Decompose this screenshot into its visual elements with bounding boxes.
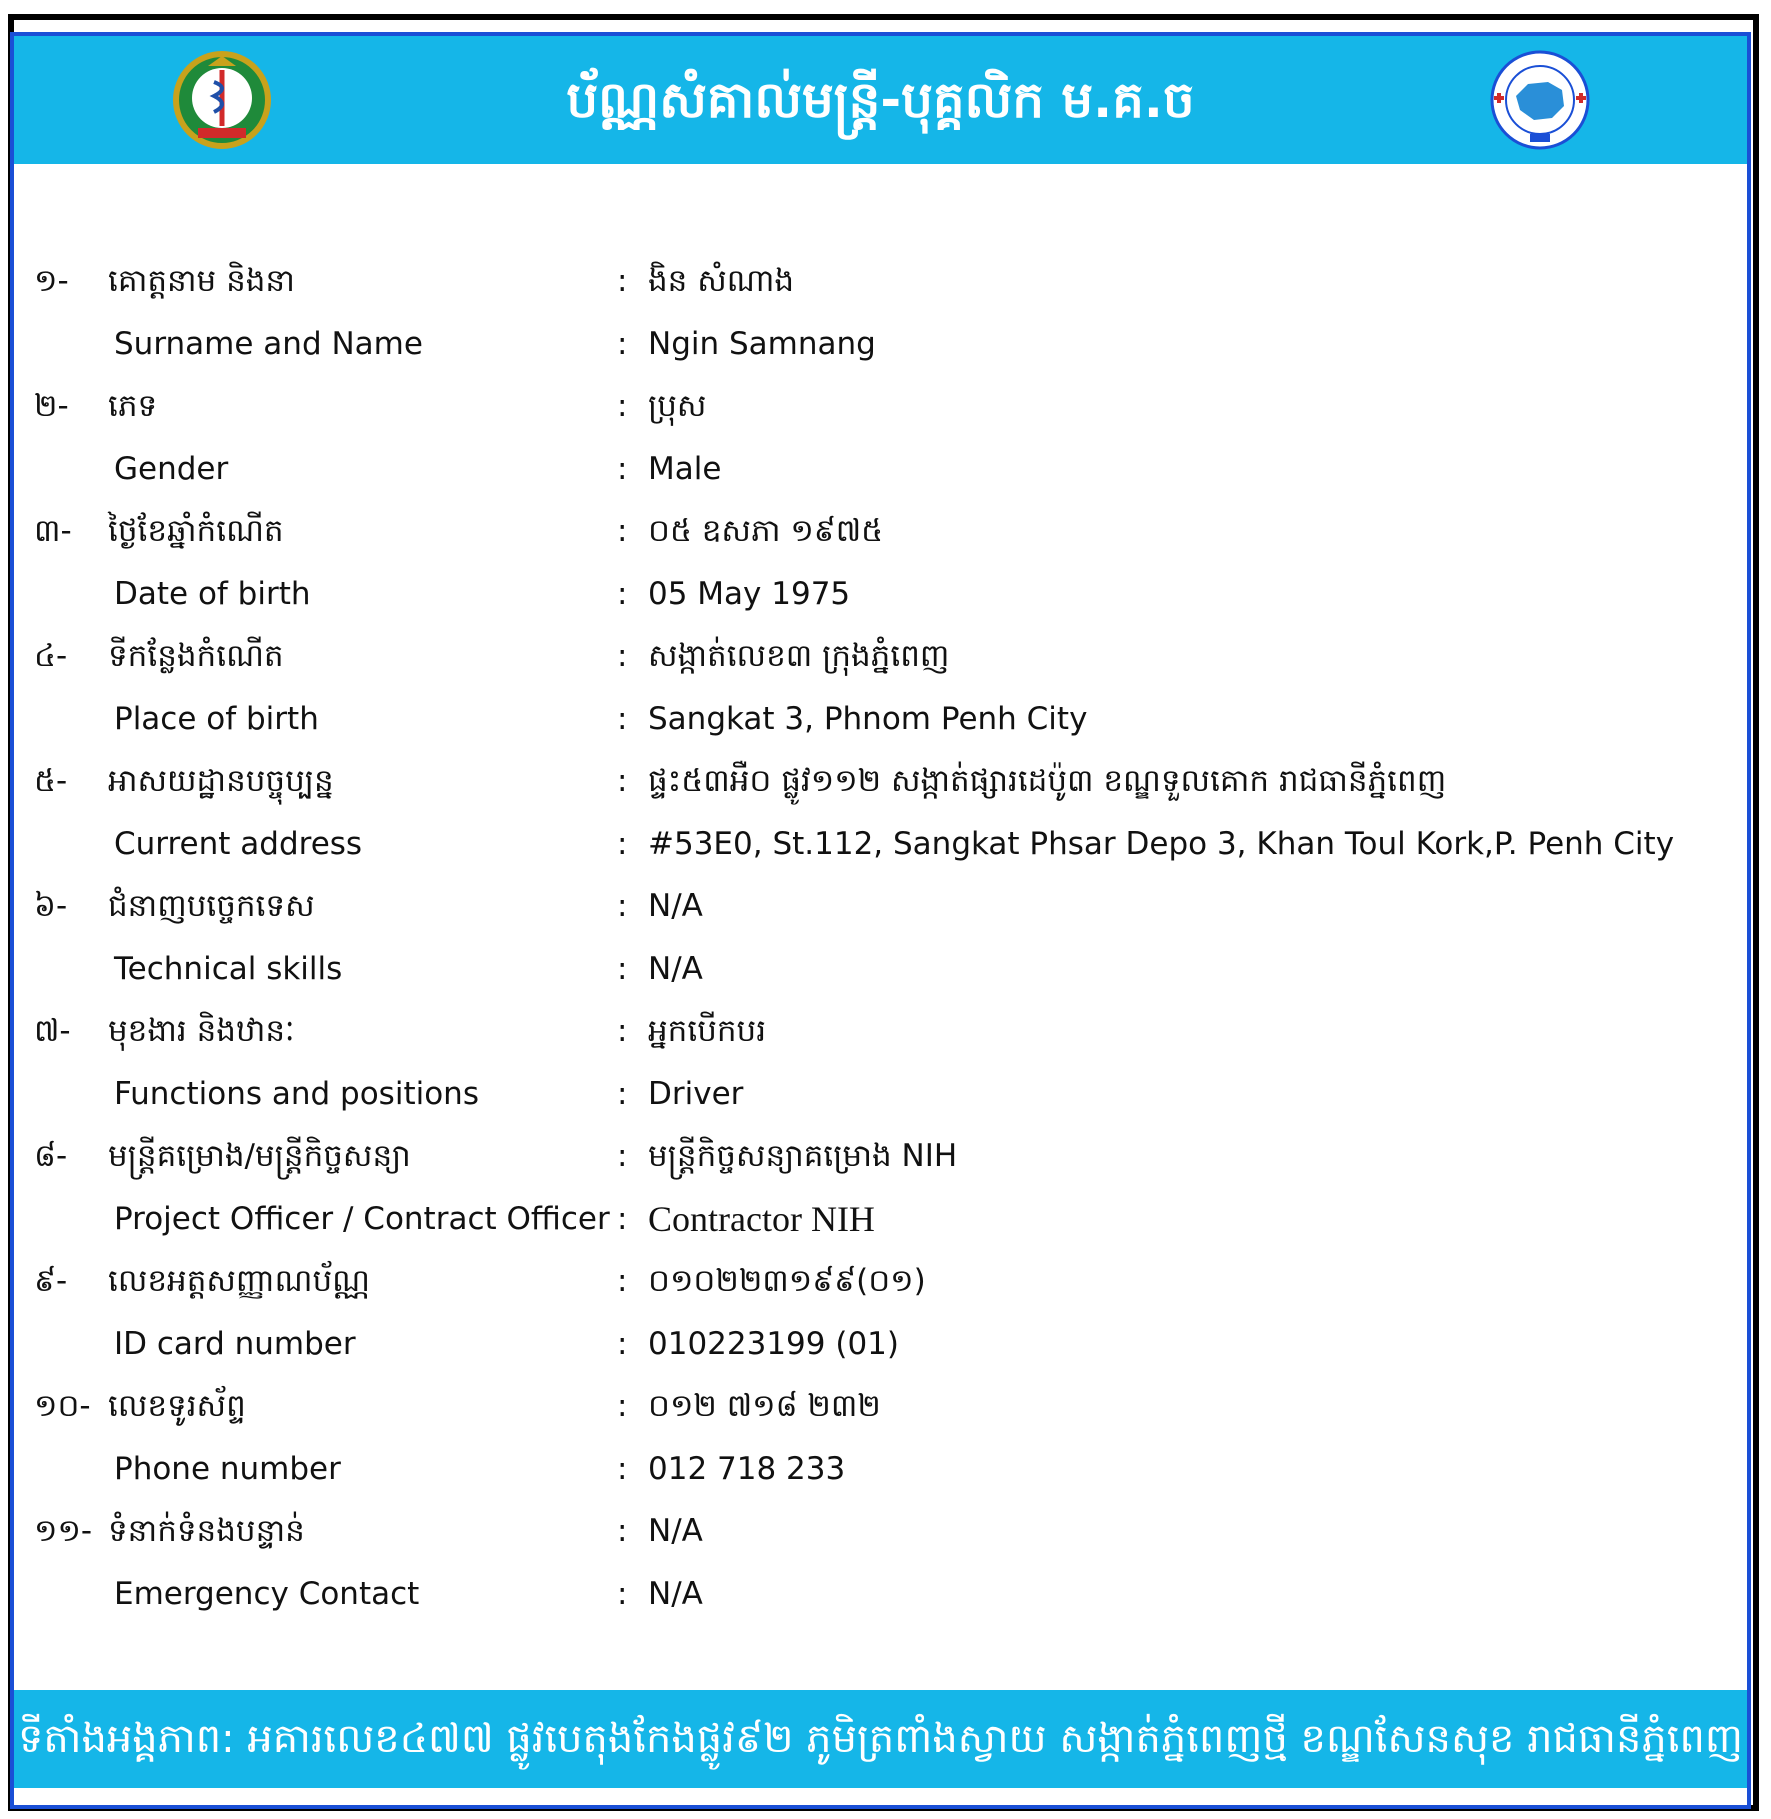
- item-number: ៣-: [34, 513, 72, 549]
- field-label: ភេទ: [108, 388, 158, 424]
- field-value: N/A: [648, 888, 703, 924]
- field-value: N/A: [648, 1575, 703, 1612]
- colon: :: [617, 388, 628, 424]
- list-item: [0, 1375, 1771, 1438]
- list-item: [0, 1500, 1771, 1563]
- header-title: ប័ណ្ណសំគាល់មន្ត្រី-បុគ្គលិក ម.គ.ច: [566, 71, 1195, 129]
- colon: :: [617, 325, 628, 362]
- field-label: គោត្តនាម និងនា: [108, 263, 295, 299]
- field-label: Place of birth: [114, 700, 319, 737]
- field-value: ០៥ ឧសភា ១៩៧៥: [648, 513, 884, 549]
- list-item: [0, 563, 1771, 626]
- field-label: លេខទូរស័ព្ទ: [108, 1388, 246, 1424]
- item-number: ៨-: [34, 1138, 68, 1174]
- list-item: [0, 1563, 1771, 1626]
- colon: :: [617, 1200, 628, 1237]
- list-item: [0, 1438, 1771, 1501]
- cambodia-map-seal-icon: [1488, 48, 1592, 152]
- field-value: 05 May 1975: [648, 575, 851, 612]
- field-value: Driver: [648, 1075, 744, 1112]
- colon: :: [617, 1013, 628, 1049]
- colon: :: [617, 513, 628, 549]
- field-value: ០១២ ៧១៨ ២៣២: [648, 1388, 881, 1424]
- footer-banner: [14, 1690, 1747, 1788]
- field-label: មុខងារ និងឋានៈ: [108, 1013, 295, 1049]
- colon: :: [617, 700, 628, 737]
- field-label: Functions and positions: [114, 1075, 479, 1112]
- item-number: ៥-: [34, 763, 68, 799]
- colon: :: [617, 825, 628, 862]
- field-label: ទីកន្លែងកំណើត: [108, 638, 284, 674]
- colon: :: [617, 1263, 628, 1299]
- list-item: [0, 438, 1771, 501]
- colon: :: [617, 1138, 628, 1174]
- field-value: N/A: [648, 950, 703, 987]
- colon: :: [617, 1325, 628, 1362]
- field-label: Surname and Name: [114, 325, 423, 362]
- list-item: [0, 1313, 1771, 1376]
- field-value: ផ្ទះ៥៣អឺ០ ផ្លូវ១១២ សង្កាត់ផ្សារដេប៉ូ៣ ខណ្ឌទួលគោក រាជធានីភ្នំពេញ: [648, 763, 1447, 799]
- item-number: ៩-: [34, 1263, 68, 1299]
- list-item: [0, 1250, 1771, 1313]
- field-label: ជំនាញបច្ចេកទេស: [108, 888, 315, 924]
- ministry-emblem-icon: [170, 48, 274, 152]
- field-value: Male: [648, 450, 722, 487]
- colon: :: [617, 888, 628, 924]
- item-number: ២-: [34, 388, 69, 424]
- field-label: Phone number: [114, 1450, 341, 1487]
- field-value: អ្នកបើកបរ: [648, 1013, 767, 1049]
- details-list: [0, 250, 1771, 1625]
- colon: :: [617, 1075, 628, 1112]
- field-value: Contractor NIH: [648, 1198, 875, 1239]
- field-label: ទំនាក់ទំនងបន្ទាន់: [108, 1513, 305, 1549]
- list-item: [0, 1188, 1771, 1251]
- footer-address: ទីតាំងអង្គភាព: អគារលេខ៤៧៧ ផ្លូវបេតុងកែងផ្លូវ៩២ ភូមិត្រពាំងស្វាយ សង្កាត់ភ្នំពេញថ្មី ខណ្ឌសែនសុខ រាជធានីភ្នំពេញ: [18, 1716, 1743, 1762]
- list-item: [0, 1125, 1771, 1188]
- colon: :: [617, 1513, 628, 1549]
- field-value: Sangkat 3, Phnom Penh City: [648, 700, 1088, 737]
- field-label: មន្ត្រីគម្រោង/មន្ត្រីកិច្ចសន្យា: [108, 1138, 411, 1174]
- field-value: សង្កាត់លេខ៣ ក្រុងភ្នំពេញ: [648, 638, 950, 674]
- list-item: [0, 688, 1771, 751]
- list-item: [0, 375, 1771, 438]
- field-value: មន្ត្រីកិច្ចសន្យាគម្រោង NIH: [648, 1138, 958, 1174]
- field-label: Date of birth: [114, 575, 311, 612]
- field-label: Current address: [114, 825, 363, 862]
- field-value: #53E0, St.112, Sangkat Phsar Depo 3, Khan Toul Kork,P. Penh City: [648, 825, 1675, 862]
- field-value: ងិន សំណាង: [648, 263, 795, 299]
- list-item: [0, 1063, 1771, 1126]
- field-value: 012 718 233: [648, 1450, 846, 1487]
- field-label: Project Officer / Contract Officer: [114, 1200, 610, 1237]
- field-value: ប្រុស: [648, 388, 707, 424]
- list-item: [0, 625, 1771, 688]
- item-number: ៧-: [34, 1013, 71, 1049]
- list-item: [0, 750, 1771, 813]
- field-value: ០១០២២៣១៩៩(០១): [648, 1263, 926, 1299]
- colon: :: [617, 263, 628, 299]
- list-item: [0, 813, 1771, 876]
- field-label: Gender: [114, 450, 229, 487]
- colon: :: [617, 1450, 628, 1487]
- colon: :: [617, 950, 628, 987]
- field-value: N/A: [648, 1513, 703, 1549]
- field-value: 010223199 (01): [648, 1325, 899, 1362]
- field-label: ID card number: [114, 1325, 356, 1362]
- list-item: [0, 500, 1771, 563]
- colon: :: [617, 1575, 628, 1612]
- item-number: ១-: [34, 263, 69, 299]
- field-label: Technical skills: [114, 950, 343, 987]
- list-item: [0, 1000, 1771, 1063]
- item-number: ៦-: [34, 888, 68, 924]
- field-label: ថ្ងៃខែឆ្នាំកំណើត: [108, 513, 284, 549]
- item-number: ៤-: [34, 638, 68, 674]
- list-item: [0, 938, 1771, 1001]
- colon: :: [617, 1388, 628, 1424]
- list-item: [0, 313, 1771, 376]
- colon: :: [617, 638, 628, 674]
- field-label: អាសយដ្ឋានបច្ចុប្បន្ន: [108, 763, 334, 799]
- list-item: [0, 875, 1771, 938]
- field-label: លេខអត្តសញ្ញាណប័ណ្ណ: [108, 1263, 371, 1299]
- field-label: Emergency Contact: [114, 1575, 420, 1612]
- list-item: [0, 250, 1771, 313]
- header-banner: [14, 36, 1747, 164]
- colon: :: [617, 450, 628, 487]
- colon: :: [617, 763, 628, 799]
- field-value: Ngin Samnang: [648, 325, 876, 362]
- item-number: ១០-: [34, 1388, 91, 1424]
- item-number: ១១-: [34, 1513, 93, 1549]
- colon: :: [617, 575, 628, 612]
